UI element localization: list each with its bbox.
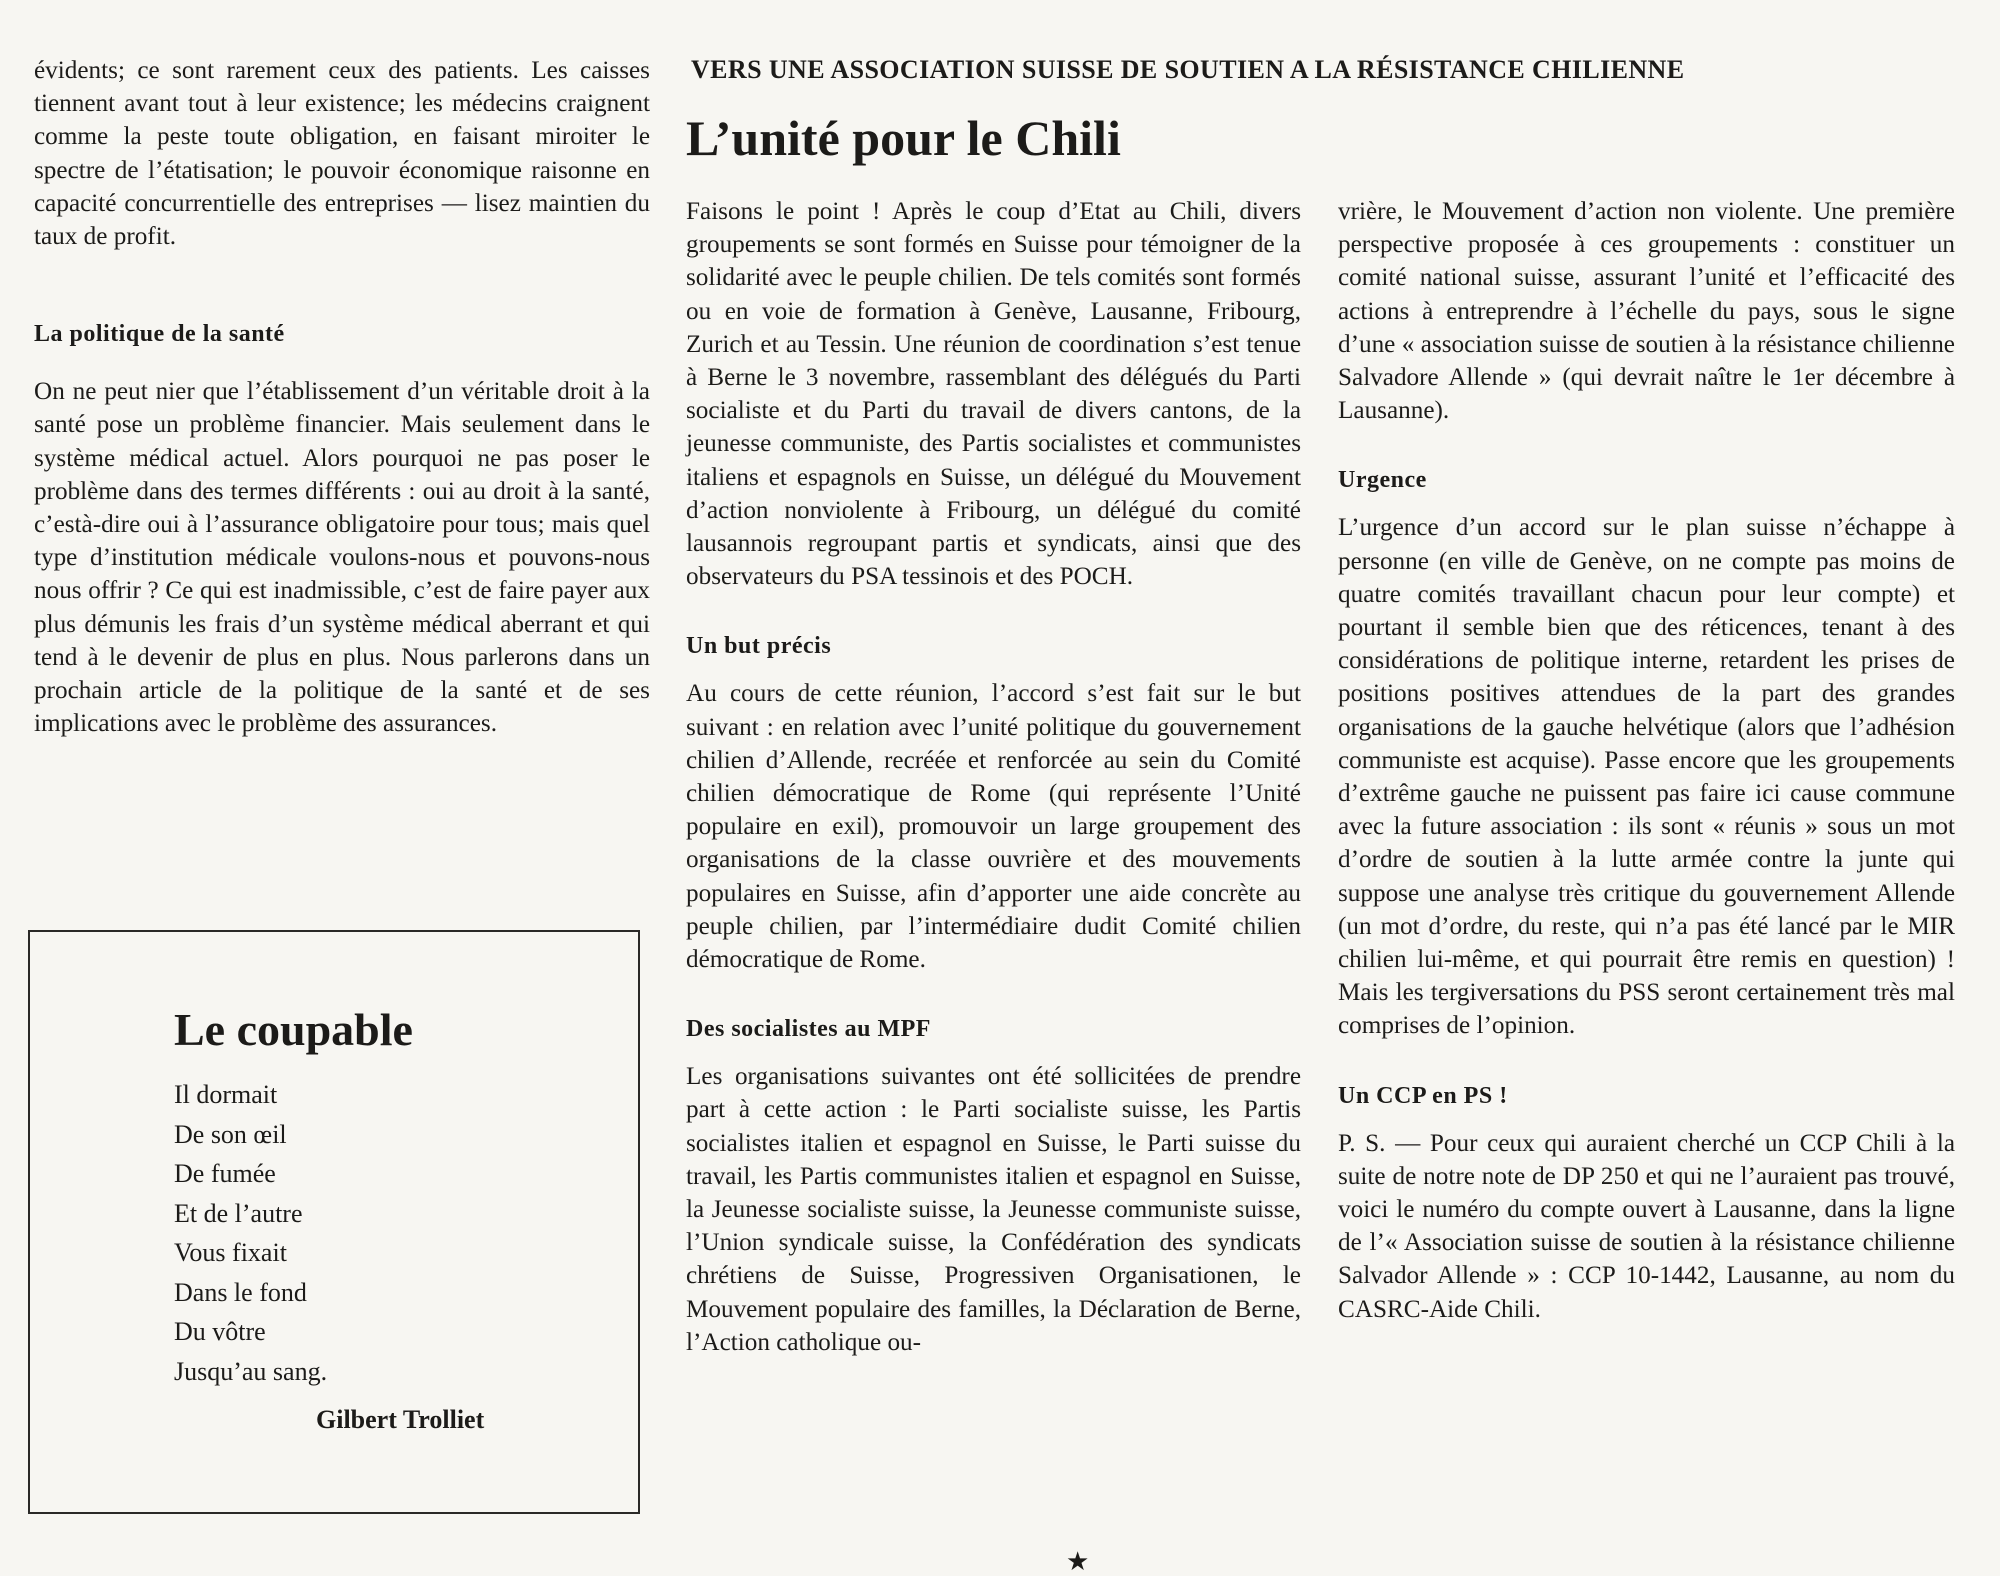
poem-line: Jusqu’au sang. [174, 1356, 328, 1386]
right-intro-paragraph: vrière, le Mouvement d’action non violente. Une première perspective proposée à ces groupements : constituer un comité national suisse, assurant l’unité et l’efficacité des actions à entreprendre à l’échelle du pays, sous le signe d’une « association suisse de soutien à la résistance chilienne Salvadore Allende » (qui devrait naître le 1er décembre à Lausanne). [1338, 198, 1955, 425]
poem-box [28, 930, 640, 1514]
socialists-paragraph: Les organisations suivantes ont été sollicitées de prendre part à cette action : le Parti socialiste suisse, les Partis socialistes italien et espagnol en Suisse, le Parti suisse du travail, les Partis communistes italien et espagnol en Suisse, la Jeunesse socialiste suisse, la Jeunesse communiste suisse, l’Union syndicale suisse, la Confédération des syndicats chrétiens de Suisse, Progressiven Organisationen, le Mouvement populaire des familles, la Déclaration de Berne, l’Action catholique ou- [686, 1063, 1301, 1356]
poem-line: De fumée [174, 1159, 276, 1188]
ccp-paragraph: P. S. — Pour ceux qui auraient cherché un CCP Chili à la suite de notre note de DP 250 et qui ne l’auraient pas trouvé, voici le numéro du compte ouvert à Lausanne, dans la ligne de l’« Association suisse de soutien à la résistance chilienne Salvador Allende » : CCP 10-1442, Lausanne, au nom du CASRC-Aide Chili. [1338, 1129, 1955, 1323]
left-column [34, 54, 650, 740]
poem-line: Vous fixait [174, 1238, 287, 1267]
health-policy-paragraph: On ne peut nier que l’établissement d’un véritable droit à la santé pose un problème financier. Mais seulement dans le système médical actuel. Alors pourquoi ne pas poser le problème dans des termes différents : oui au droit à la santé, c’està-dire oui à l’assurance obligatoire pour tous; mais quel type d’institution médicale voulons-nous et pouvons-nous nous offrir ? Ce qui est inadmissible, c’est de faire payer aux plus démunis les frais d’un système médical aberrant et qui tend à le devenir de plus en plus. Nous parlerons dans un prochain article de la politique de la santé et de ses implications avec le problème des assurances. [34, 378, 650, 738]
health-policy-heading: La politique de la santé [34, 321, 285, 348]
article-kicker: VERS UNE ASSOCIATION SUISSE DE SOUTIEN A LA RÉSISTANCE CHILIENNE [691, 55, 1685, 84]
middle-column [686, 195, 1301, 1359]
poem-line: Et de l’autre [174, 1198, 303, 1228]
right-column [1338, 195, 1955, 1326]
urgency-heading: Urgence [1338, 467, 1427, 494]
ccp-heading: Un CCP en PS ! [1338, 1082, 1508, 1109]
poem-title: Le coupable [174, 1004, 413, 1055]
poem-line: Dans le fond [174, 1277, 307, 1307]
poem-line: Du vôtre [174, 1317, 266, 1346]
article-intro-paragraph: Faisons le point ! Après le coup d’Etat au Chili, divers groupements se sont formés en Suisse pour témoigner de la solidarité avec le peuple chilien. De tels comités sont formés ou en voie de formation à Genève, Lausanne, Fribourg, Zurich et au Tessin. Une réunion de coordination s’est tenue à Berne le 3 novembre, rassemblant des délégués du Parti socialiste et du Parti du travail de divers cantons, de la jeunesse communiste, des Partis socialistes et communistes italiens et espagnols en Suisse, un délégué du Mouvement d’action nonviolente à Fribourg, un délégué du comité lausannois regroupant partis et syndicats, ainsi que des observateurs du PSA tessinois et des POCH. [686, 198, 1301, 591]
star-icon: ★ [1066, 1547, 1090, 1576]
precise-goal-heading: Un but précis [686, 633, 832, 660]
socialists-heading: Des socialistes au MPF [686, 1016, 931, 1043]
precise-goal-paragraph: Au cours de cette réunion, l’accord s’est fait sur le but suivant : en relation avec l’unité politique du gouvernement chilien d’Allende, recréée et renforcée au sein du Comité chilien démocratique de Rome (qui représente l’Unité populaire en exil), promouvoir un large groupement des organisations de la classe ouvrière et des mouvements populaires en Suisse, afin d’apporter une aide concrète au peuple chilien, par l’intermédiaire dudit Comité chilien démocratique de Rome. [686, 680, 1301, 974]
poem-author: Gilbert Trolliet [316, 1405, 485, 1434]
article-headline: L’unité pour le Chili [686, 110, 1121, 166]
poem-line: De son œil [174, 1119, 287, 1149]
poem-line: Il dormait [174, 1080, 278, 1109]
urgency-paragraph: L’urgence d’un accord sur le plan suisse n’échappe à personne (en ville de Genève, on ne compte pas moins de quatre comités travaillant chacun pour leur compte) et pourtant il semble bien que des réticences, tenant à des considérations de politique interne, retardent les prises de positions positives attendues de la part des grandes organisations de la gauche helvétique (alors que l’adhésion communiste est acquise). Passe encore que les groupements d’extrême gauche ne puissent pas faire ici cause commune avec la future association : ils sont « réunis » sous un mot d’ordre de soutien à la lutte armée contre la junte qui suppose une analyse très critique du gouvernement Allende (un mot d’ordre, du reste, qui n’a pas été lancé par le MIR chilien lui-même, et qui pourrait être remis en question) ! Mais les tergiversations du PSS seront certainement très mal comprises de l’opinion. [1338, 514, 1955, 1040]
left-intro-paragraph: évidents; ce sont rarement ceux des patients. Les caisses tiennent avant tout à leur existence; les médecins craignent comme la peste toute obligation, en faisant miroiter le spectre de l’étatisation; le pouvoir économique raisonne en capacité concurrentielle des entreprises — lisez maintien du taux de profit. [34, 57, 650, 251]
poem-lines [174, 1075, 327, 1391]
